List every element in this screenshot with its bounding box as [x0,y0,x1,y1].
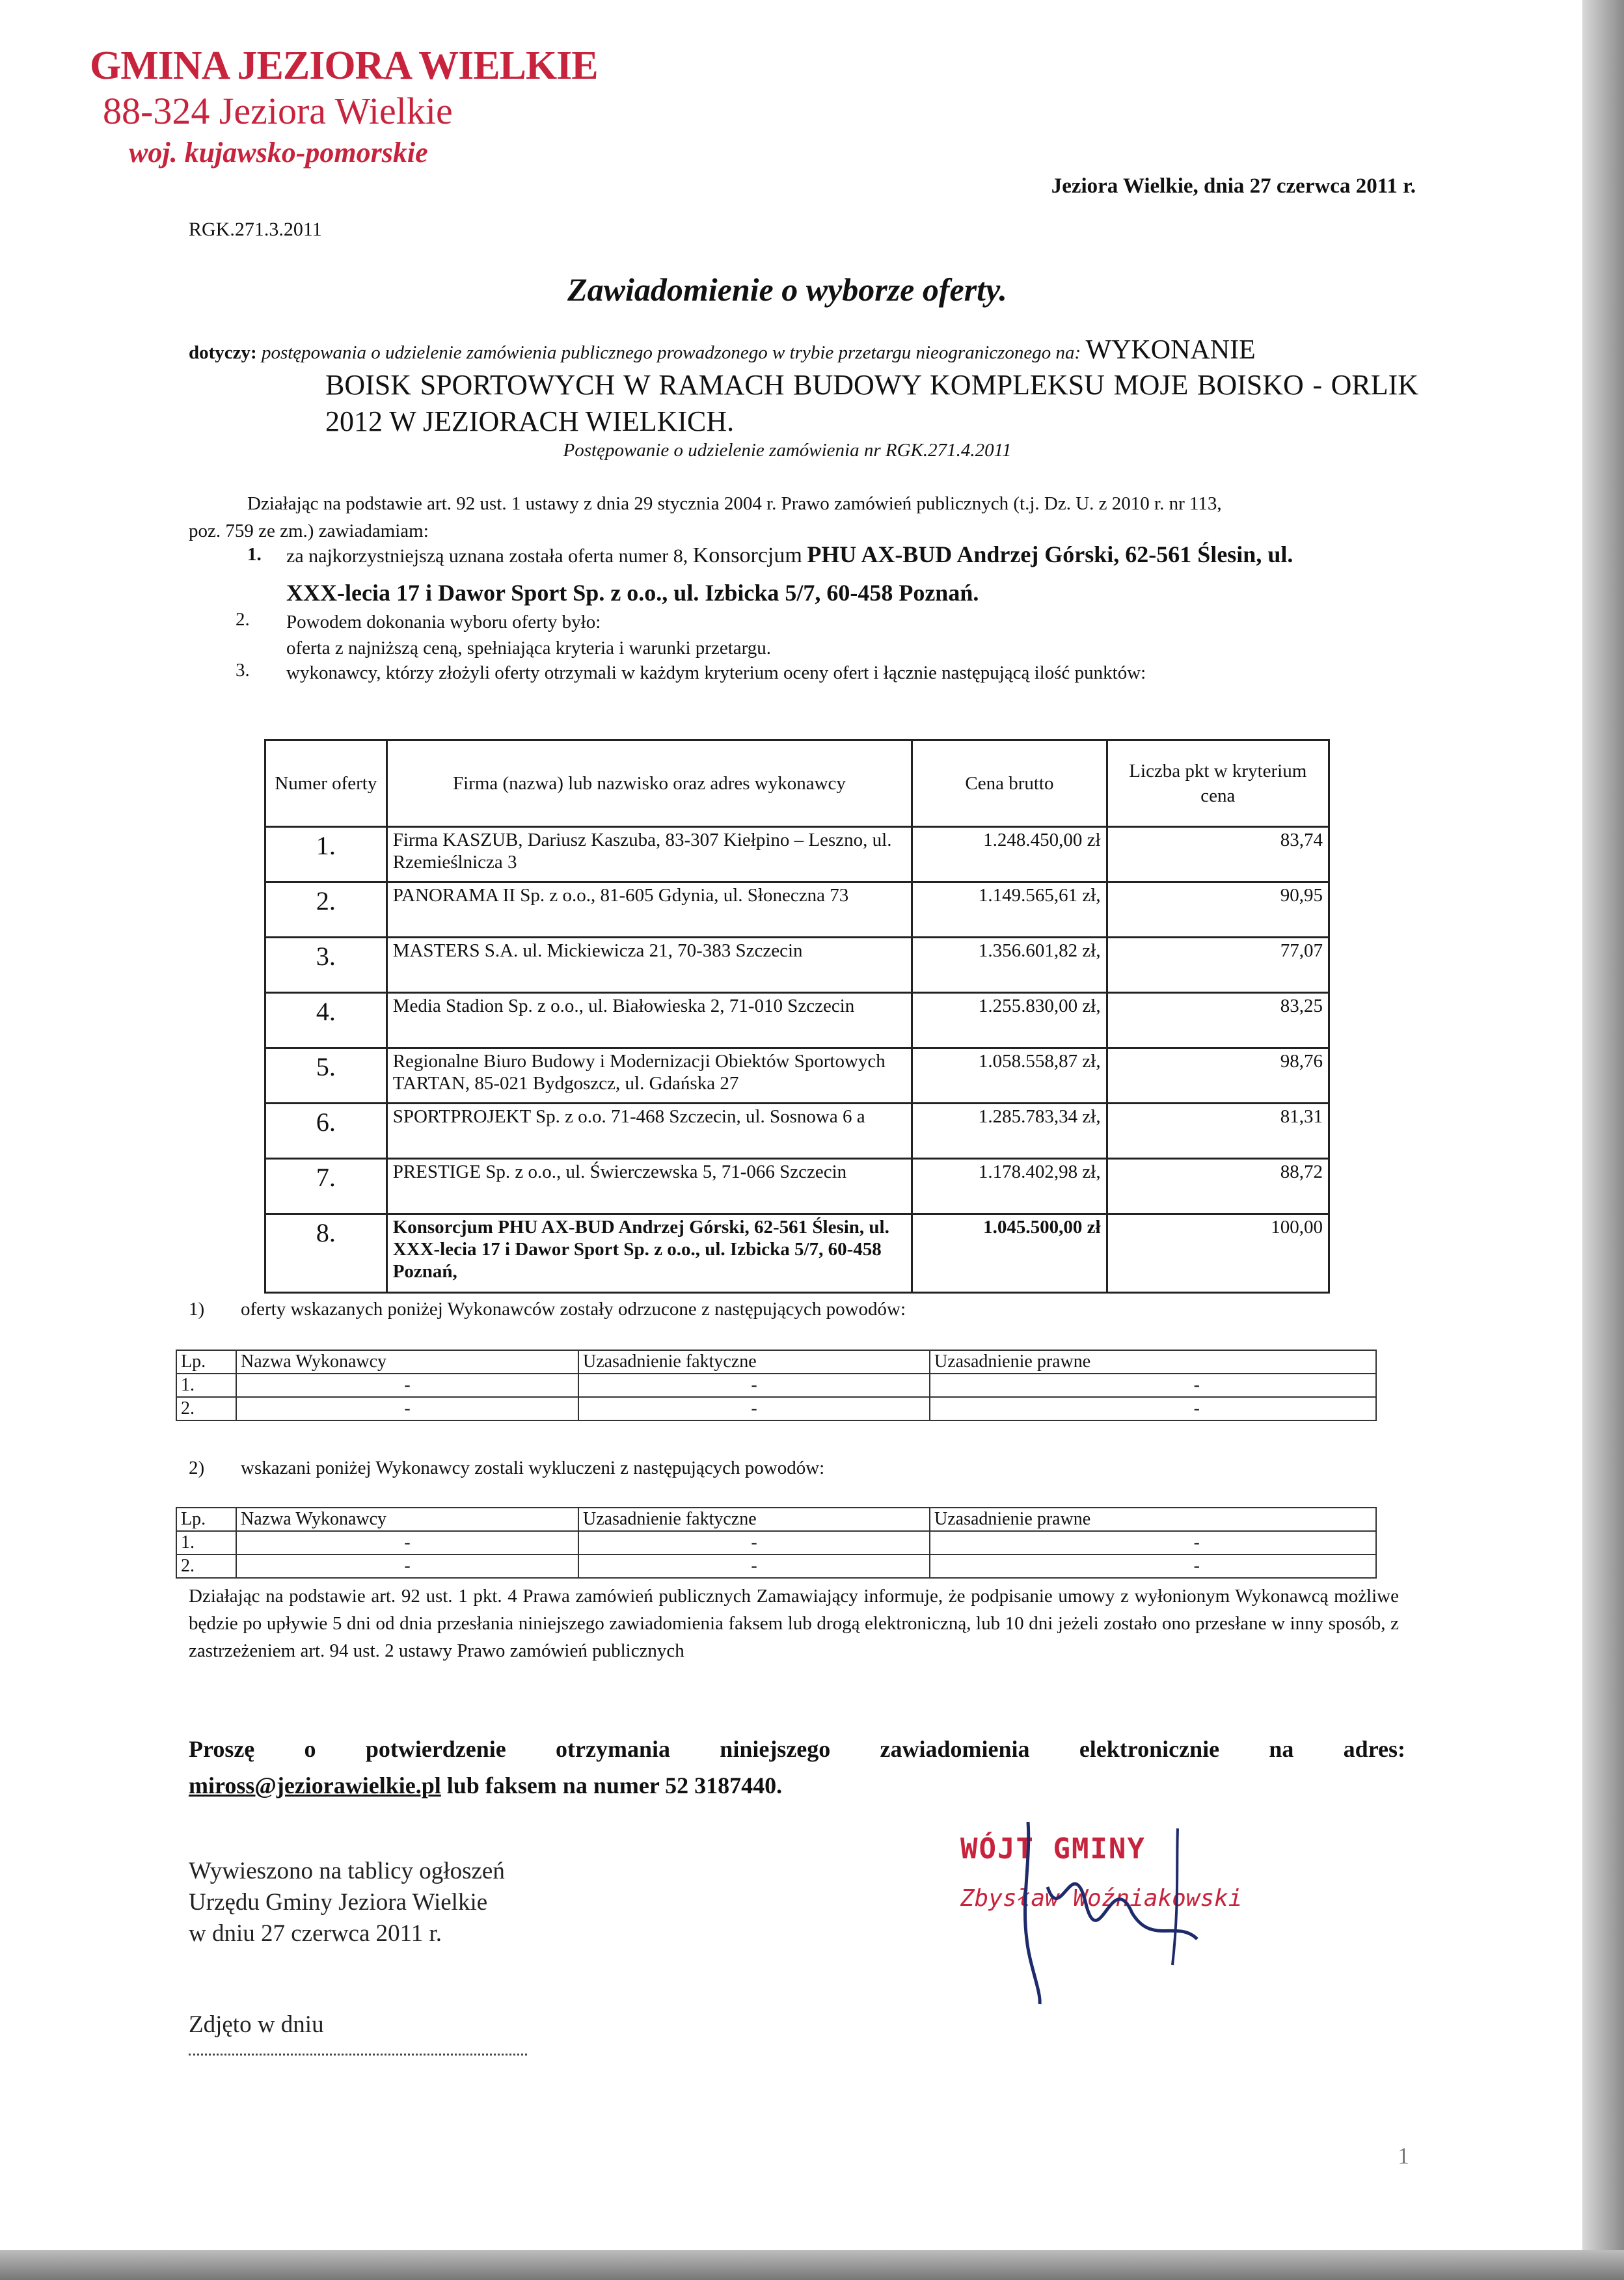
offer-points: 83,25 [1107,993,1329,1048]
offer-company: Regionalne Biuro Budowy i Modernizacji Obiektów Sportowych TARTAN, 85-021 Bydgoszcz, ul. Gdańska 27 [386,1048,912,1104]
offers-table-header [265,740,1329,827]
item-1-part-c: PHU AX-BUD Andrzej Górski, 62-561 Ślesin, ul. [807,541,1293,567]
row-factual: - [578,1374,930,1397]
rejected-note [189,1299,906,1320]
offer-number: 1. [265,827,387,882]
item-1-part-d: XXX-lecia 17 i Dawor Sport Sp. z o.o., ul. Izbicka 5/7, 60-458 Poznań. [286,580,979,606]
scan-edge-right [1582,0,1624,2280]
concerns-line [189,336,1412,367]
item-1-text [286,539,1418,608]
reference-number: RGK.271.3.2011 [189,219,322,240]
rejected-table [176,1350,1377,1421]
item-2-line-2: oferta z najniższą ceną, spełniająca kryteria i warunki przetargu. [286,638,772,658]
posting-line-2: Urzędu Gminy Jeziora Wielkie [189,1889,488,1916]
offers-table [264,739,1330,1294]
office-stamp [90,43,598,172]
mayor-stamp-title: WÓJT GMINY [960,1832,1146,1866]
table-row [265,1048,1329,1104]
row-lp: 1. [176,1374,236,1397]
offer-price: 1.149.565,61 zł, [912,882,1107,938]
row-legal: - [930,1374,1376,1397]
row-legal: - [930,1554,1376,1578]
excluded-table-header [176,1508,1376,1531]
offer-number: 5. [265,1048,387,1104]
offer-company: Firma KASZUB, Dariusz Kaszuba, 83-307 Kiełpino – Leszno, ul. Rzemieślnicza 3 [386,827,912,882]
document-date: Jeziora Wielkie, dnia 27 czerwca 2011 r. [1051,174,1416,198]
row-factual: - [578,1397,930,1420]
table-row [176,1554,1376,1578]
header-lp: Lp. [176,1350,236,1374]
item-1-number: 1. [247,544,262,565]
offer-points: 98,76 [1107,1048,1329,1104]
offer-price: 1.248.450,00 zł [912,827,1107,882]
taken-down-dotted-line [189,2043,527,2056]
row-lp: 1. [176,1531,236,1554]
offer-number: 2. [265,882,387,938]
table-row [265,1104,1329,1159]
table-row [176,1397,1376,1420]
concerns-label: dotyczy: [189,342,257,363]
procedure-number: Postępowanie o udzielenie zamówienia nr RGK.271.4.2011 [563,440,1012,461]
mayor-stamp-name: Zbysław Woźniakowski [960,1885,1243,1912]
table-row [265,993,1329,1048]
tender-subject: BOISK SPORTOWYCH W RAMACH BUDOWY KOMPLEKSU MOJE BOISKO - ORLIK 2012 W JEZIORACH WIELKICH. [325,369,1418,437]
header-lp: Lp. [176,1508,236,1531]
header-name: Nazwa Wykonawcy [236,1350,578,1374]
excluded-note-number: 2) [189,1458,205,1478]
fax-text: lub faksem na numer 52 3187440. [440,1772,783,1798]
offer-company: MASTERS S.A. ul. Mickiewicza 21, 70-383 Szczecin [386,938,912,993]
item-2-text [286,609,1392,661]
offer-number: 6. [265,1104,387,1159]
posting-note [189,1856,505,1949]
offer-company: SPORTPROJEKT Sp. z o.o. 71-468 Szczecin, ul. Sosnowa 6 a [386,1104,912,1159]
page-number: 1 [1398,2143,1409,2169]
offer-company: Konsorcjum PHU AX-BUD Andrzej Górski, 62-561 Ślesin, ul. XXX-lecia 17 i Dawor Sport Sp. z o.o., ul. Izbicka 5/7, 60-458 Poznań, [386,1214,912,1293]
confirmation-line-2 [189,1767,782,1804]
table-row [176,1531,1376,1554]
row-factual: - [578,1554,930,1578]
offer-price: 1.356.601,82 zł, [912,938,1107,993]
stamp-line-1: GMINA JEZIORA WIELKIE [90,44,598,88]
row-lp: 2. [176,1554,236,1578]
item-1-part-a: za najkorzystniejszą uznana została oferta numer 8, [286,545,688,567]
rejected-note-number: 1) [189,1299,205,1320]
header-company: Firma (nazwa) lub nazwisko oraz adres wykonawcy [386,740,912,827]
offer-points: 77,07 [1107,938,1329,993]
table-row [265,882,1329,938]
header-price: Cena brutto [912,740,1107,827]
header-offer-number: Numer oferty [265,740,387,827]
offer-price: 1.285.783,34 zł, [912,1104,1107,1159]
item-2-line-1: Powodem dokonania wyboru oferty było: [286,612,601,632]
offer-points: 81,31 [1107,1104,1329,1159]
header-legal: Uzasadnienie prawne [930,1350,1376,1374]
row-name: - [236,1374,578,1397]
table-row [265,827,1329,882]
row-legal: - [930,1397,1376,1420]
row-factual: - [578,1531,930,1554]
offer-number: 3. [265,938,387,993]
row-name: - [236,1554,578,1578]
offer-price: 1.255.830,00 zł, [912,993,1107,1048]
table-row [265,938,1329,993]
table-row [176,1374,1376,1397]
item-2-number: 2. [236,609,250,630]
offer-price: 1.058.558,87 zł, [912,1048,1107,1104]
header-name: Nazwa Wykonawcy [236,1508,578,1531]
header-factual: Uzasadnienie faktyczne [578,1508,930,1531]
row-lp: 2. [176,1397,236,1420]
offer-points: 88,72 [1107,1159,1329,1214]
row-name: - [236,1531,578,1554]
item-3-number: 3. [236,660,250,681]
header-factual: Uzasadnienie faktyczne [578,1350,930,1374]
handwritten-signature [1002,1809,1236,2017]
offer-number: 7. [265,1159,387,1214]
rejected-table-header [176,1350,1376,1374]
offer-number: 4. [265,993,387,1048]
item-3-text: wykonawcy, którzy złożyli oferty otrzymali w każdym kryterium oceny ofert i łącznie następującą ilość punktów: [286,662,1146,683]
subject-first-word: WYKONANIE [1085,335,1256,365]
header-legal: Uzasadnienie prawne [930,1508,1376,1531]
item-1-part-b: Konsorcjum [692,543,802,567]
excluded-table [176,1507,1377,1579]
contact-email-link[interactable]: miross@jeziorawielkie.pl [189,1772,441,1798]
basis-line-1: Działając na podstawie art. 92 ust. 1 ustawy z dnia 29 stycznia 2004 r. Prawo zamówień publicznych (t.j. Dz. U. z 2010 r. nr 113, [247,493,1222,514]
stamp-line-2: 88-324 Jeziora Wielkie [103,90,453,132]
offer-points: 100,00 [1107,1214,1329,1293]
posting-line-3: w dniu 27 czerwca 2011 r. [189,1920,442,1947]
document-title: Zawiadomienie o wyborze oferty. [567,271,1007,308]
offer-number: 8. [265,1214,387,1293]
posting-line-1: Wywieszono na tablicy ogłoszeń [189,1858,505,1884]
confirmation-line-1: Proszę o potwierdzenie otrzymania niniejszego zawiadomienia elektronicznie na adres: [189,1736,1405,1762]
offer-company: PRESTIGE Sp. z o.o., ul. Świerczewska 5, 71-066 Szczecin [386,1159,912,1214]
offer-price: 1.045.500,00 zł [912,1214,1107,1293]
row-name: - [236,1397,578,1420]
concerns-intro: postępowania o udzielenie zamówienia publicznego prowadzonego w trybie przetargu nieograniczonego na: [261,342,1081,363]
offer-points: 83,74 [1107,827,1329,882]
rejected-note-text: oferty wskazanych poniżej Wykonawców zostały odrzucone z następujących powodów: [241,1299,906,1320]
header-points: Liczba pkt w kryterium cena [1107,740,1329,827]
stamp-line-3: woj. kujawsko-pomorskie [129,137,428,169]
offer-company: Media Stadion Sp. z o.o., ul. Białowieska 2, 71-010 Szczecin [386,993,912,1048]
excluded-note [189,1458,824,1479]
offer-price: 1.178.402,98 zł, [912,1159,1107,1214]
legal-note: Działając na podstawie art. 92 ust. 1 pkt. 4 Prawa zamówień publicznych Zamawiający informuje, że podpisanie umowy z wyłonionym Wykonawcą możliwe będzie po upływie 5 dni od dnia przesłania niniejszego zawiadomienia faksem lub drogą elektroniczną, lub 10 dni jeżeli zostało ono przesłane w inny sposób, z zastrzeżeniem art. 94 ust. 2 ustawy Prawo zamówień publicznych [189,1586,1399,1661]
basis-line-2: poz. 759 ze zm.) zawiadamiam: [189,521,429,541]
table-row [265,1159,1329,1214]
table-row-winner [265,1214,1329,1293]
scan-edge-bottom [0,2250,1624,2280]
row-legal: - [930,1531,1376,1554]
offer-company: PANORAMA II Sp. z o.o., 81-605 Gdynia, ul. Słoneczna 73 [386,882,912,938]
excluded-note-text: wskazani poniżej Wykonawcy zostali wykluczeni z następujących powodów: [241,1458,825,1478]
taken-down-label: Zdjęto w dniu [189,2011,324,2038]
offer-points: 90,95 [1107,882,1329,938]
